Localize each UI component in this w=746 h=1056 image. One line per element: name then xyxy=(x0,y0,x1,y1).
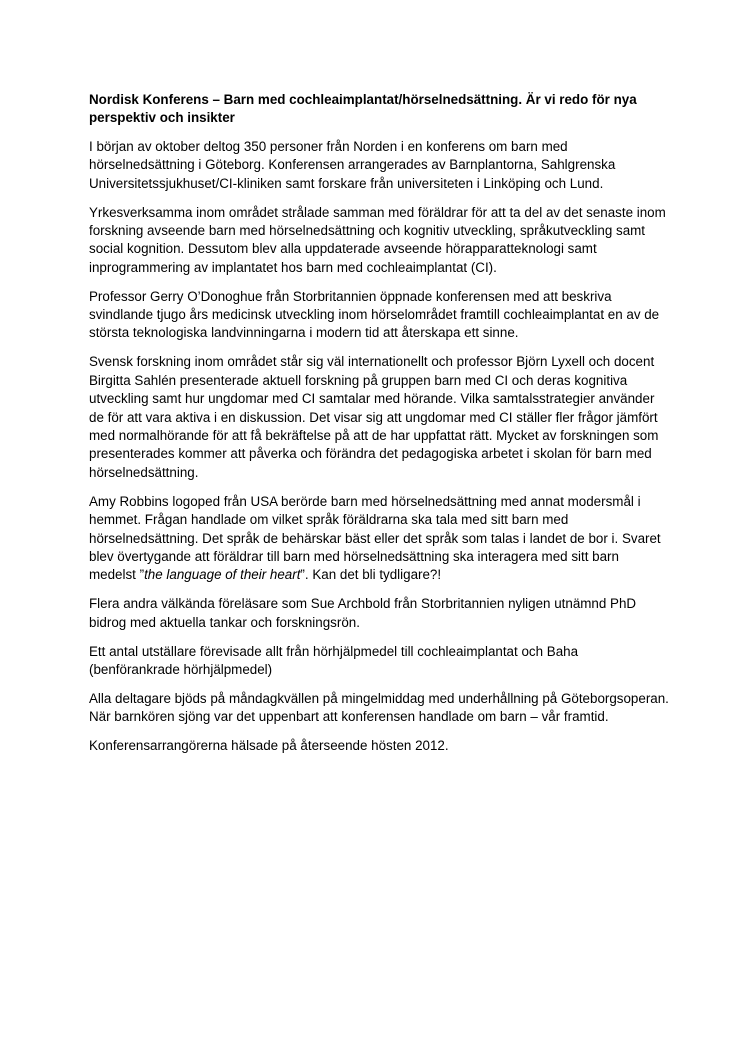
document-page xyxy=(89,91,669,766)
document-title: Nordisk Konferens – Barn med cochleaimplantat/hörselnedsättning. Är vi redo för nya perspektiv och insikter xyxy=(89,92,637,126)
paragraph-robbins xyxy=(89,493,669,585)
paragraph-professionals: Yrkesverksamma inom området strålade samman med föräldrar för att ta del av det senaste inom forskning avseende barn med hörselnedsättning och kognitiv utveckling, språkutveckling samt social kognition. Dessutom blev alla uppdaterade avseende hörapparatteknologi samt inprogrammering av implantatet hos barn med cochleaimplantat (CI). xyxy=(89,204,666,275)
paragraph-archbold: Flera andra välkända föreläsare som Sue Archbold från Storbritannien nyligen utnämnd PhD bidrog med aktuella tankar och forskningsrön. xyxy=(89,596,637,630)
robbins-text-before: Amy Robbins logoped från USA berörde barn med hörselnedsättning med annat modersmål i hemmet. Frågan handlade om vilket språk föräldrarna ska tala med sitt barn med hörselnedsättning. Det språk de behärskar bäst eller det språk som talas i landet de bor i. Svaret blev övertygande att föräldrar till barn med hörselnedsättning ska interagera med sitt barn medelst ” xyxy=(89,493,661,583)
paragraph-exhibitors: Ett antal utställare förevisade allt från hörhjälpmedel till cochleaimplantat och Baha (benförankrade hörhjälpmedel) xyxy=(89,643,579,677)
robbins-quote: the language of their heart xyxy=(144,567,301,583)
paragraph-intro: I början av oktober deltog 350 personer från Norden i en konferens om barn med hörselnedsättning i Göteborg. Konferensen arrangerades av Barnplantorna, Sahlgrenska Universitetssjukhuset/CI-kliniken samt forskare från universiteten i Linköping och Lund. xyxy=(89,138,616,191)
paragraph-farewell: Konferensarrangörerna hälsade på återseende hösten 2012. xyxy=(89,738,449,754)
paragraph-swedish-research: Svensk forskning inom området står sig väl internationellt och professor Björn Lyxell och docent Birgitta Sahlén presenterade aktuell forskning på gruppen barn med CI och deras kognitiva utveckling samt hur ungdomar med CI samtalar med hörande. Vilka samtalsstrategier använder de för att vara aktiva i en diskussion. Det visar sig att ungdomar med CI ställer fler frågor jämfört med normalhörande för att få bekräftelse på att de har uppfattat rätt. Mycket av forskningen som presenterades kommer att påverka och förändra det pedagogiska arbetet i skolan för barn med hörselnedsättning. xyxy=(89,354,659,480)
paragraph-dinner: Alla deltagare bjöds på måndagkvällen på mingelmiddag med underhållning på Göteborgsoperan. När barnkören sjöng var det uppenbart att konferensen handlade om barn – vår framtid. xyxy=(89,690,669,725)
paragraph-odonoghue: Professor Gerry O’Donoghue från Storbritannien öppnade konferensen med att beskriva svindlande tjugo års medicinsk utveckling inom hörselområdet framtill cochleaimplantat en av de största teknologiska landvinningarna i modern tid att återskapa ett sinne. xyxy=(89,288,660,341)
robbins-text-after: ”. Kan det bli tydligare?! xyxy=(300,567,442,583)
